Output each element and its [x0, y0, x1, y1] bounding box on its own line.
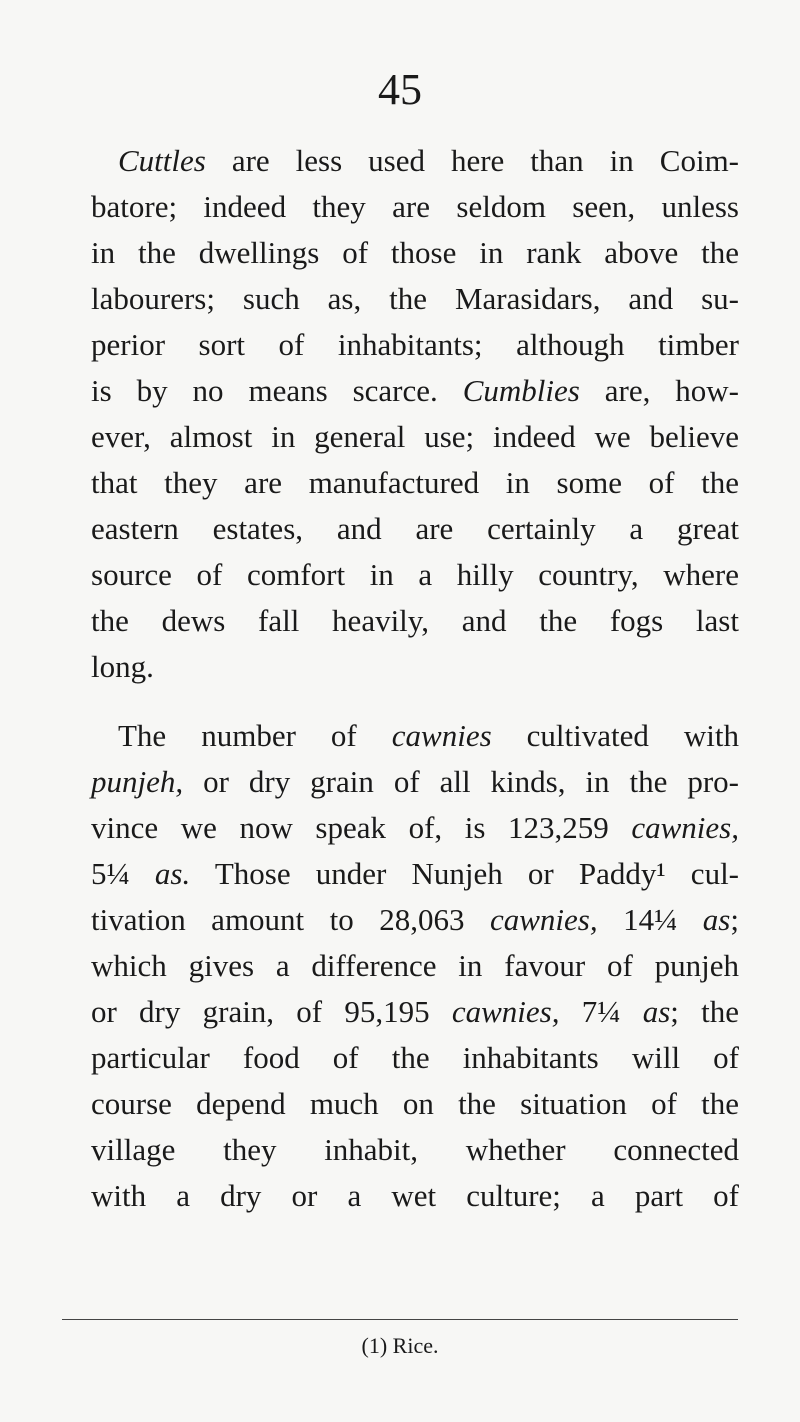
text-line: or dry grain, of 95,195 cawnies, 7¼ as; the — [91, 994, 739, 1029]
page-number: 45 — [378, 65, 422, 114]
text-line: labourers; such as, the Marasidars, and su- — [91, 281, 739, 316]
text-line: 5¼ as. Those under Nunjeh or Paddy¹ cul- — [91, 856, 739, 891]
text-line: long. — [91, 649, 154, 684]
italic-term: punjeh, — [91, 764, 184, 799]
text-line: ever, almost in general use; indeed we believe — [91, 419, 739, 454]
text-line: the dews fall heavily, and the fogs last — [91, 603, 739, 638]
italic-term: as — [642, 994, 671, 1029]
text-line: course depend much on the situation of the — [91, 1086, 739, 1121]
text-line: punjeh, or dry grain of all kinds, in the pro- — [91, 764, 739, 799]
text-line: that they are manufactured in some of the — [91, 465, 739, 500]
text-line: in the dwellings of those in rank above the — [91, 235, 739, 270]
italic-term: cawnies, — [451, 994, 560, 1029]
text-line: eastern estates, and are certainly a great — [91, 511, 739, 546]
italic-term: as — [702, 902, 731, 937]
text-line: village they inhabit, whether connected — [91, 1132, 739, 1167]
text-line: particular food of the inhabitants will of — [91, 1040, 739, 1075]
text-line: is by no means scarce. Cumblies are, how- — [91, 373, 739, 408]
italic-term: cawnies, — [631, 810, 739, 845]
text-line: with a dry or a wet culture; a part of — [91, 1178, 739, 1213]
text-line: Cuttles are less used here than in Coim- — [118, 143, 739, 178]
text-line: tivation amount to 28,063 cawnies, 14¼ as; — [91, 902, 739, 937]
italic-term: cawnies — [391, 718, 492, 753]
text-line: source of comfort in a hilly country, where — [91, 557, 739, 592]
text-line: batore; indeed they are seldom seen, unless — [91, 189, 739, 224]
italic-term: Cuttles — [118, 143, 206, 178]
footnote: (1) Rice. — [361, 1333, 439, 1358]
footnote-divider — [62, 1319, 738, 1320]
italic-term: Cumblies — [462, 373, 580, 408]
text-line: The number of cawnies cultivated with — [118, 718, 740, 753]
text-line: perior sort of inhabitants; although timber — [91, 327, 739, 362]
italic-term: as. — [154, 856, 191, 891]
text-line: vince we now speak of, is 123,259 cawnies, — [91, 810, 739, 845]
text-line: which gives a difference in favour of punjeh — [91, 948, 739, 983]
italic-term: cawnies, — [489, 902, 598, 937]
